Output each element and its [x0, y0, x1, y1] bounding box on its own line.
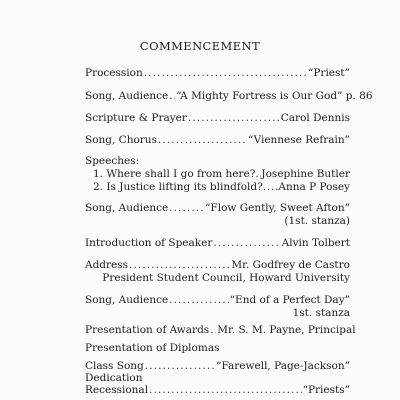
program-item-song-chorus	[85, 134, 350, 147]
speeches-heading: Speeches:	[85, 155, 140, 167]
leader-dots	[129, 259, 230, 272]
item-value: Carol Dennis	[280, 112, 350, 124]
leader-dots	[169, 90, 175, 103]
item-value: “Priests”	[302, 384, 350, 396]
leader-dots	[169, 294, 228, 307]
item-label: Address	[85, 259, 129, 271]
item-label: Song, Chorus	[85, 134, 157, 146]
item-value: “Farewell, Page-Jackson”	[216, 360, 350, 372]
item-value: Alvin Tolbert	[281, 237, 350, 249]
leader-dots	[149, 384, 302, 397]
program-item-procession	[85, 67, 350, 80]
item-value: “End of a Perfect Day”	[229, 294, 350, 306]
item-label: Presentation of Awards	[85, 324, 210, 336]
program-item-song-audience-1	[85, 90, 373, 103]
speech-item-2	[93, 181, 350, 194]
item-label: Scripture & Prayer	[85, 112, 187, 124]
speech-title: 2. Is Justice lifting its blindfold?	[93, 181, 263, 193]
speech-speaker: Josephine Butler	[261, 168, 350, 180]
leader-dots	[169, 202, 204, 215]
item-value: Mr. Godfrey de Castro	[231, 259, 350, 271]
program-item-address	[85, 259, 350, 272]
item-label: Song, Audience	[85, 90, 169, 102]
program-item-song-audience-3	[85, 294, 350, 307]
item-value: “Viennese Refrain”	[247, 134, 350, 146]
speech-title: 1. Where shall I go from here?	[93, 168, 256, 180]
leader-dots	[144, 67, 307, 80]
item-label: Song, Audience	[85, 202, 169, 214]
item-label: Song, Audience	[85, 294, 169, 306]
program-item-introduction	[85, 237, 350, 250]
leader-dots	[158, 134, 247, 147]
leader-dots	[263, 181, 279, 194]
program-item-song-audience-2	[85, 202, 350, 215]
speech-item-1	[93, 168, 350, 181]
item-note: President Student Council, Howard University	[102, 272, 350, 284]
leader-dots	[213, 237, 280, 250]
leader-dots	[145, 360, 215, 373]
item-value: “Flow Gently, Sweet Afton”	[205, 202, 350, 214]
item-label: Recessional	[85, 384, 149, 396]
item-label: Class Song	[85, 360, 144, 372]
leader-dots	[188, 112, 280, 125]
leader-dots	[210, 324, 216, 337]
speech-speaker: Anna P Posey	[278, 181, 350, 193]
item-note: 1st. stanza	[292, 307, 350, 319]
item-label: Procession	[85, 67, 143, 79]
item-value: “Priest”	[308, 67, 350, 79]
item-value: Mr. S. M. Payne, Principal	[217, 324, 356, 336]
item-note: (1st. stanza)	[284, 215, 350, 227]
item-label: Introduction of Speaker	[85, 237, 213, 249]
program-item-scripture	[85, 112, 350, 125]
program-item-recessional	[85, 384, 350, 397]
program-item-diplomas: Presentation of Diplomas	[85, 342, 220, 354]
program-item-dedication: Dedication	[85, 372, 143, 384]
program-item-awards	[85, 324, 356, 337]
item-value: “A Mighty Fortress is Our God” p. 86	[176, 90, 373, 102]
page-title: COMMENCEMENT	[139, 39, 261, 53]
